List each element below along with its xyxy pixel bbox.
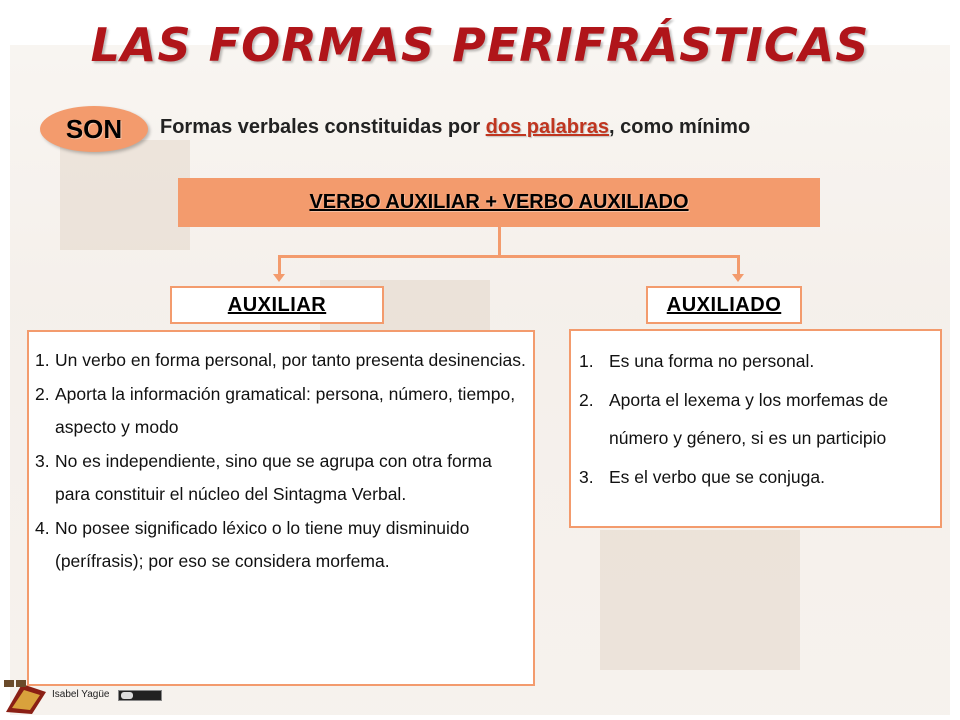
connector-line (737, 255, 740, 275)
item-text: Aporta el lexema y los morfemas de número y género, si es un participio (609, 389, 889, 448)
definition-after: , como mínimo (609, 116, 751, 138)
aula-logo-icon (2, 678, 50, 716)
list-item (35, 445, 527, 512)
item-text: Es una forma no personal. (609, 351, 815, 371)
auxiliado-list (569, 329, 942, 528)
item-number: 3. (579, 466, 594, 487)
item-number: 3. (35, 450, 50, 471)
background-decoration (60, 140, 190, 250)
connector-line (498, 227, 501, 257)
list-item (579, 381, 934, 458)
item-number: 2. (579, 389, 594, 410)
item-text: No posee significado léxico o lo tiene muy disminuido (perífrasis); por eso se considera morfema. (55, 517, 470, 571)
connector-line (278, 255, 281, 275)
page-title: LAS FORMAS PERIFRÁSTICAS (90, 18, 870, 72)
creative-commons-icon (118, 690, 162, 701)
item-text: Es el verbo que se conjuga. (609, 466, 825, 487)
list-item (579, 458, 934, 497)
list-item (35, 378, 527, 445)
definition-text (160, 116, 950, 139)
item-text: Un verbo en forma personal, por tanto presenta desinencias. (55, 350, 526, 370)
auxiliado-heading-box (646, 286, 802, 324)
definition-highlight: dos palabras (485, 116, 610, 138)
auxiliado-heading: AUXILIADO (666, 293, 782, 316)
auxiliar-heading: AUXILIAR (227, 293, 327, 316)
footer-author: Isabel Yagüe (52, 689, 110, 700)
connector-line (278, 255, 740, 258)
list-item (35, 512, 527, 579)
item-number: 1. (579, 351, 594, 371)
list-item (35, 344, 527, 378)
auxiliar-list (27, 330, 535, 686)
definition-before: Formas verbales constituidas por (160, 116, 486, 138)
item-text: No es independiente, sino que se agrupa con otra forma para constituir el núcleo del Sintagma Verbal. (55, 450, 492, 504)
item-text: Aporta la información gramatical: persona, número, tiempo, aspecto y modo (55, 383, 516, 437)
item-number: 4. (35, 517, 50, 538)
auxiliar-heading-box (170, 286, 384, 324)
arrow-down-icon (273, 274, 285, 282)
formula-box (178, 178, 820, 227)
son-badge (40, 106, 148, 152)
item-number: 2. (35, 383, 50, 404)
item-number: 1. (35, 350, 50, 370)
arrow-down-icon (732, 274, 744, 282)
son-label: SON (65, 113, 123, 144)
list-item (579, 342, 934, 381)
formula-text: VERBO AUXILIAR + VERBO AUXILIADO (309, 191, 689, 213)
background-decoration (600, 530, 800, 670)
